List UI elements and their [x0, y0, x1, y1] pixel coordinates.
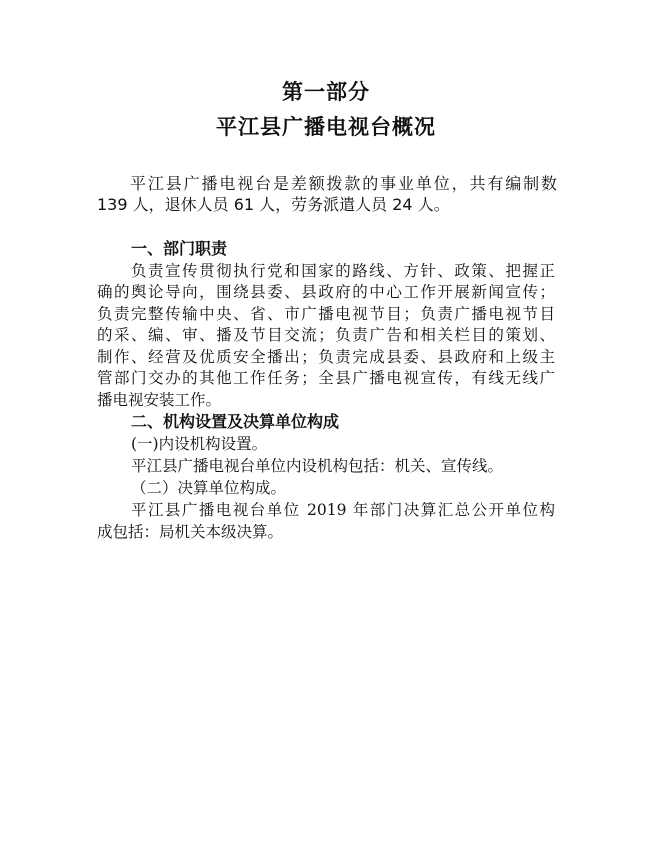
duties-line-4: 的采、编、审、播及节目交流；负责广告和相关栏目的策划、 — [97, 326, 555, 344]
subsection-accounting-units: （二）决算单位构成。 — [131, 479, 287, 497]
duties-line-1: 负责宣传贯彻执行党和国家的路线、方针、政策、把握正 — [131, 262, 555, 280]
intro-line-2: 139 人，退休人员 61 人，劳务派遣人员 24 人。 — [97, 195, 450, 214]
duties-line-3: 负责完整传输中央、省、市广播电视节目；负责广播电视节目 — [97, 305, 555, 323]
document-title: 平江县广播电视台概况 — [216, 115, 436, 139]
section-heading-duties: 一、部门职责 — [131, 239, 228, 258]
duties-line-5: 制作、经营及优质安全播出；负责完成县委、县政府和上级主 — [97, 348, 555, 366]
section-heading-structure: 二、机构设置及决算单位构成 — [131, 412, 340, 431]
accounting-units-line-2: 成包括：局机关本级决算。 — [97, 523, 284, 541]
intro-line-1: 平江县广播电视台是差额拨款的事业单位，共有编制数 — [130, 174, 557, 193]
duties-line-2: 确的舆论导向，围绕县委、县政府的中心工作开展新闻宣传； — [97, 283, 555, 301]
subsection-internal-structure: (一)内设机构设置。 — [131, 435, 268, 453]
part-title: 第一部分 — [282, 80, 370, 104]
duties-line-6: 管部门交办的其他工作任务；全县广播电视宣传，有线无线广 — [97, 369, 555, 387]
duties-line-7: 播电视安装工作。 — [97, 391, 222, 409]
accounting-units-line-1: 平江县广播电视台单位 2019 年部门决算汇总公开单位构 — [131, 501, 555, 519]
internal-structure-text: 平江县广播电视台单位内设机构包括：机关、宣传线。 — [131, 457, 504, 475]
